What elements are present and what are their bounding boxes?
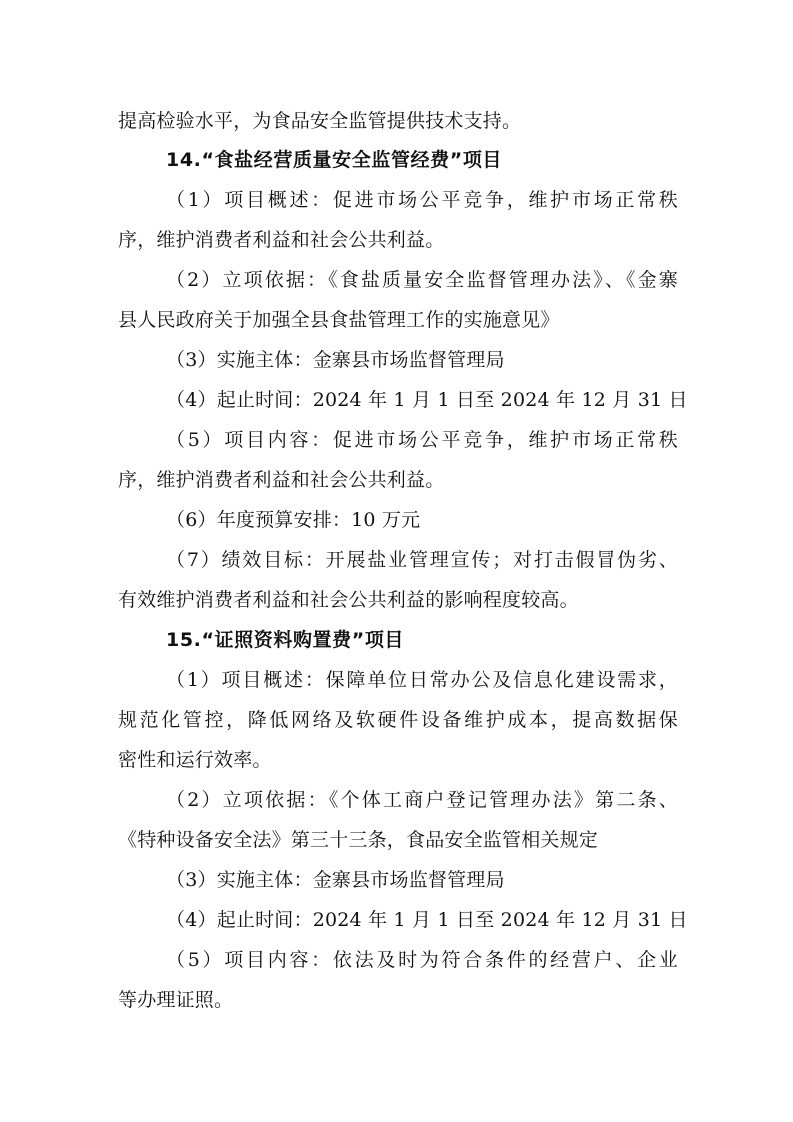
item-subject-2: （3）实施主体：金寨县市场监督管理局 [166,869,505,891]
item-overview-cont: 序，维护消费者利益和社会公共利益。 [118,229,445,251]
item-content: （5）项目内容：促进市场公平竞争，维护市场正常秩 [166,429,678,451]
paragraph-continuation: 提高检验水平，为食品安全监管提供技术支持。 [118,110,522,132]
item-overview-2-cont2: 密性和运行效率。 [118,749,272,771]
item-subject: （3）实施主体：金寨县市场监督管理局 [166,349,505,371]
item-period-2: （4）起止时间：2024 年 1 月 1 日至 2024 年 12 月 31 日 [166,909,688,931]
item-budget: （6）年度预算安排：10 万元 [166,509,421,531]
item-basis: （2）立项依据：《食盐质量安全监督管理办法》、《金寨 [166,269,678,291]
item-overview: （1）项目概述：促进市场公平竞争，维护市场正常秩 [166,189,678,211]
item-period: （4）起止时间：2024 年 1 月 1 日至 2024 年 12 月 31 日 [166,389,688,411]
section-heading-14: 14.“食盐经营质量安全监管经费”项目 [166,149,503,171]
section-heading-15: 15.“证照资料购置费”项目 [166,629,405,651]
item-overview-2-cont: 规范化管控，降低网络及软硬件设备维护成本，提高数据保 [118,709,678,731]
item-content-cont: 序，维护消费者利益和社会公共利益。 [118,469,445,491]
item-content-2-cont: 等办理证照。 [118,989,234,1011]
item-goal: （7）绩效目标：开展盐业管理宣传；对打击假冒伪劣、 [166,549,678,571]
item-basis-cont: 县人民政府关于加强全县食盐管理工作的实施意见》 [118,309,560,331]
item-content-2: （5）项目内容：依法及时为符合条件的经营户、企业 [166,949,678,971]
item-basis-2-cont: 《特种设备安全法》第三十三条，食品安全监管相关规定 [118,829,599,851]
item-overview-2: （1）项目概述：保障单位日常办公及信息化建设需求， [166,669,678,691]
item-goal-cont: 有效维护消费者利益和社会公共利益的影响程度较高。 [118,589,579,611]
item-basis-2: （2）立项依据：《个体工商户登记管理办法》第二条、 [166,789,678,811]
